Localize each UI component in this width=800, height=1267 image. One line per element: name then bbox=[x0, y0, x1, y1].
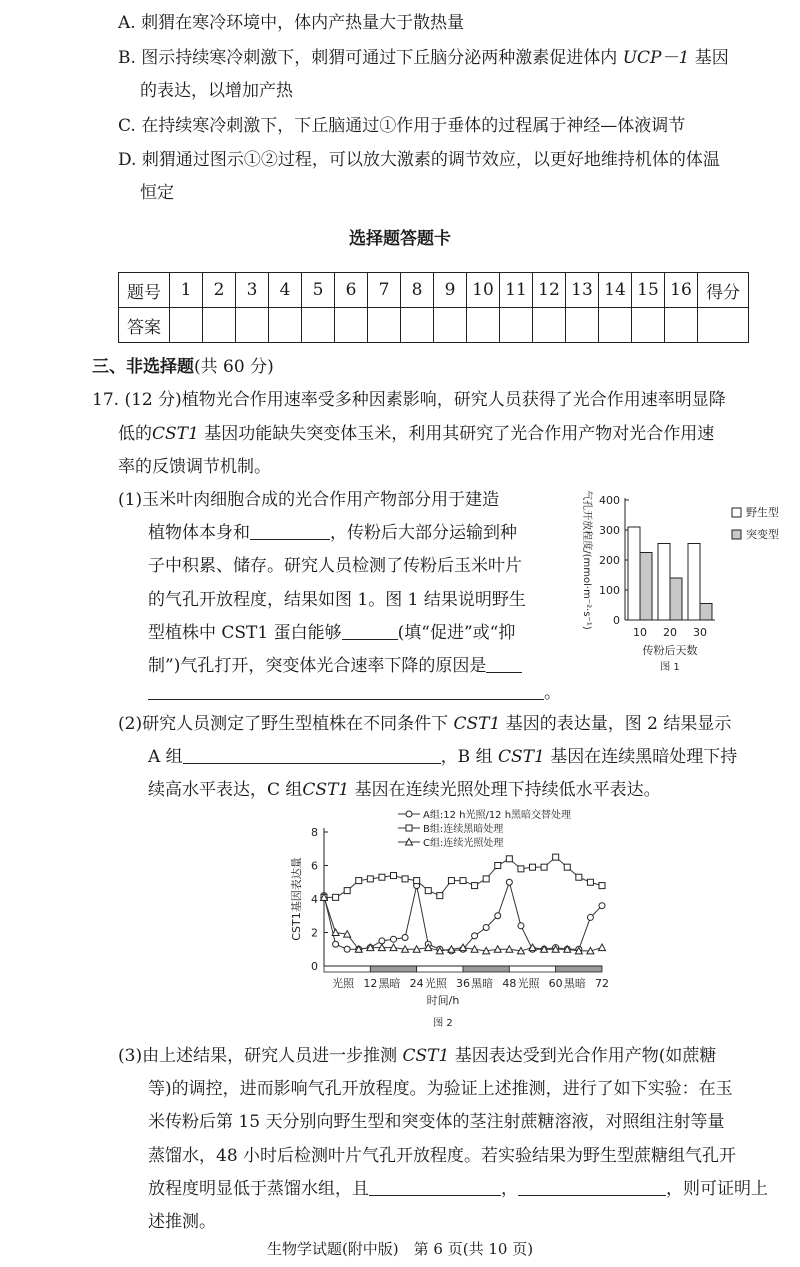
p3-line5 bbox=[148, 1178, 768, 1200]
p1-line6 bbox=[148, 655, 522, 677]
card-answer-cell[interactable] bbox=[665, 308, 698, 343]
data-point-circle bbox=[391, 936, 397, 942]
bar-mutant bbox=[670, 578, 682, 620]
p1-l5a: 型植株中 CST1 蛋白能够 bbox=[148, 623, 342, 643]
card-answer-cell[interactable] bbox=[302, 308, 335, 343]
period-label: 黑暗 bbox=[378, 977, 401, 990]
p2-l3a: 续高水平表达，C 组 bbox=[148, 780, 303, 800]
data-point-square bbox=[414, 878, 420, 884]
p2-l2b: ，B 组 bbox=[440, 747, 493, 767]
data-point-square bbox=[587, 879, 593, 885]
card-number-cell: 11 bbox=[500, 273, 533, 308]
y-tick-label: 6 bbox=[311, 859, 318, 873]
data-point-square bbox=[576, 874, 582, 880]
option-d-line2: 恒定 bbox=[140, 183, 174, 203]
data-point-square bbox=[379, 874, 385, 880]
p1-line3: 子中积累、储存。研究人员检测了传粉后玉米叶片 bbox=[148, 556, 522, 576]
x-tick-label: 24 bbox=[409, 977, 424, 990]
period-bar bbox=[370, 966, 416, 972]
answer-card-score-label: 得分 bbox=[698, 273, 749, 308]
period-label: 光照 bbox=[517, 977, 540, 990]
p3-l5b: ， bbox=[501, 1179, 518, 1199]
card-answer-cell[interactable] bbox=[335, 308, 368, 343]
period-bar bbox=[556, 966, 602, 972]
card-answer-cell[interactable] bbox=[434, 308, 467, 343]
q17-line3: 率的反馈调节机制。 bbox=[118, 457, 271, 477]
answer-card-number-row bbox=[119, 273, 749, 308]
card-number-cell: 9 bbox=[434, 273, 467, 308]
p3-l5a: 放程度明显低于蒸馏水组，且 bbox=[148, 1179, 369, 1199]
data-point-square bbox=[460, 878, 466, 884]
data-point-square bbox=[356, 878, 362, 884]
answer-card-table bbox=[118, 272, 749, 343]
data-point-square bbox=[495, 863, 501, 869]
data-point-square bbox=[564, 864, 570, 870]
card-number-cell: 6 bbox=[335, 273, 368, 308]
p1-end: 。 bbox=[544, 683, 561, 703]
p2-l1a: (2)研究人员测定了野生型植株在不同条件下 bbox=[118, 714, 449, 734]
x-tick-label: 12 bbox=[363, 977, 378, 990]
data-point-circle bbox=[483, 924, 489, 930]
p1-line5 bbox=[148, 622, 515, 644]
card-number-cell: 12 bbox=[533, 273, 566, 308]
p2-l3b: 基因在连续光照处理下持续低水平表达。 bbox=[354, 780, 661, 800]
p3-line4: 蒸馏水，48 小时后检测叶片气孔开放程度。若实验结果为野生型蔗糖组气孔开 bbox=[148, 1146, 737, 1166]
answer-blank-3b[interactable] bbox=[148, 683, 544, 700]
p2-line2 bbox=[148, 746, 737, 768]
data-point-square bbox=[541, 864, 547, 870]
legend-swatch bbox=[732, 530, 741, 539]
figure-2-chart bbox=[288, 806, 618, 1032]
data-point-square bbox=[483, 876, 489, 882]
p2-l1b: 基因的表达量，图 2 结果显示 bbox=[505, 714, 732, 734]
x-tick-label: 30 bbox=[693, 626, 707, 639]
card-answer-cell[interactable] bbox=[500, 308, 533, 343]
x-axis-label: 时间/h bbox=[426, 994, 460, 1007]
p1-l2b: ，传粉后大部分运输到种 bbox=[330, 523, 517, 543]
series-line-triangle bbox=[324, 897, 602, 951]
y-tick-label: 200 bbox=[599, 554, 620, 567]
card-answer-cell[interactable] bbox=[632, 308, 665, 343]
data-point-square bbox=[391, 873, 397, 879]
data-point-circle bbox=[587, 914, 593, 920]
p3-line6: 述推测。 bbox=[148, 1212, 216, 1232]
section3-title: 三、非选择题 bbox=[92, 357, 194, 377]
p2-l2c: 基因在连续黑暗处理下持 bbox=[550, 747, 738, 767]
card-answer-cell[interactable] bbox=[269, 308, 302, 343]
answer-blank-2[interactable] bbox=[342, 623, 398, 640]
bar-wild-type bbox=[658, 544, 670, 621]
data-point-circle bbox=[472, 933, 478, 939]
card-number-cell: 4 bbox=[269, 273, 302, 308]
period-label: 光照 bbox=[332, 977, 355, 990]
data-point-circle bbox=[379, 938, 385, 944]
period-label: 光照 bbox=[424, 977, 447, 990]
cst1-gene: CST1 bbox=[402, 1046, 450, 1066]
option-b-text: B. 图示持续寒冷刺激下，刺猬可通过下丘脑分泌两种激素促进体内 bbox=[118, 48, 618, 68]
card-answer-cell[interactable] bbox=[401, 308, 434, 343]
data-point-square bbox=[448, 878, 454, 884]
legend-label: 野生型 bbox=[746, 506, 779, 519]
series-line-circle bbox=[324, 882, 602, 951]
cst1-gene: CST1 bbox=[152, 424, 199, 444]
option-b-end: 基因 bbox=[694, 48, 729, 68]
card-number-cell: 2 bbox=[203, 273, 236, 308]
p3-line2: 等)的调控，进而影响气孔开放程度。为验证上述推测，进行了如下实验：在玉 bbox=[148, 1079, 733, 1099]
card-number-cell: 8 bbox=[401, 273, 434, 308]
card-score-cell[interactable] bbox=[698, 308, 749, 343]
y-axis-label: 气孔开放程度/(mmol·m⁻²·s⁻¹) bbox=[581, 490, 592, 630]
data-point-square bbox=[367, 876, 373, 882]
data-point-square bbox=[425, 888, 431, 894]
card-number-cell: 10 bbox=[467, 273, 500, 308]
data-point-circle bbox=[495, 913, 501, 919]
card-number-cell: 14 bbox=[599, 273, 632, 308]
data-point-square bbox=[530, 864, 536, 870]
card-answer-cell[interactable] bbox=[533, 308, 566, 343]
card-number-cell: 7 bbox=[368, 273, 401, 308]
data-point-square bbox=[553, 854, 559, 860]
section3-points: (共 60 分) bbox=[194, 357, 274, 377]
data-point-triangle bbox=[599, 944, 606, 951]
bar-wild-type bbox=[688, 544, 700, 621]
y-tick-label: 0 bbox=[613, 614, 620, 627]
y-tick-label: 8 bbox=[311, 826, 318, 839]
y-axis-label: CST1基因表达量 bbox=[290, 857, 303, 941]
card-number-cell: 3 bbox=[236, 273, 269, 308]
card-number-cell: 5 bbox=[302, 273, 335, 308]
q17-line2-pre: 低的 bbox=[118, 424, 152, 444]
cst1-gene: CST1 bbox=[453, 714, 501, 734]
data-point-square bbox=[344, 888, 350, 894]
data-point-circle bbox=[344, 946, 350, 952]
data-point-square bbox=[518, 866, 524, 872]
p1-line4: 的气孔开放程度，结果如图 1。图 1 结果说明野生 bbox=[148, 590, 526, 610]
q17-line2-post: 基因功能缺失突变体玉米，利用其研究了光合作用产物对光合作用速 bbox=[204, 424, 715, 444]
card-answer-cell[interactable] bbox=[170, 308, 203, 343]
x-tick-label: 60 bbox=[548, 977, 563, 990]
answer-card-answer-row bbox=[119, 308, 749, 343]
option-b-line1 bbox=[118, 47, 729, 69]
figure-caption: 图 2 bbox=[433, 1018, 453, 1029]
x-tick-label: 20 bbox=[663, 626, 677, 639]
legend-label: 突变型 bbox=[746, 528, 779, 541]
section3-heading bbox=[92, 356, 274, 378]
p3-l5c: ，则可证明上 bbox=[666, 1179, 768, 1199]
x-tick-label: 10 bbox=[633, 626, 647, 639]
p1-l6: 制”)气孔打开，突变体光合速率下降的原因是 bbox=[148, 656, 487, 676]
data-point-square bbox=[402, 876, 408, 882]
card-answer-cell[interactable] bbox=[203, 308, 236, 343]
legend-marker bbox=[406, 811, 412, 817]
period-label: 黑暗 bbox=[563, 977, 586, 990]
y-tick-label: 300 bbox=[599, 524, 620, 537]
p2-line1 bbox=[118, 713, 731, 735]
legend-label: C组:连续光照处理 bbox=[423, 838, 504, 849]
answer-blank-6[interactable] bbox=[518, 1179, 666, 1196]
legend-label: B组:连续黑暗处理 bbox=[423, 824, 504, 835]
data-point-square bbox=[472, 883, 478, 889]
p1-line1: (1)玉米叶肉细胞合成的光合作用产物部分用于建造 bbox=[118, 490, 500, 510]
data-point-circle bbox=[333, 941, 339, 947]
card-answer-cell[interactable] bbox=[467, 308, 500, 343]
data-point-circle bbox=[518, 923, 524, 929]
period-bar bbox=[509, 966, 555, 972]
option-b-line2: 的表达，以增加产热 bbox=[140, 81, 293, 101]
card-answer-cell[interactable] bbox=[368, 308, 401, 343]
answer-card-row2-label: 答案 bbox=[119, 308, 170, 343]
period-bar bbox=[324, 966, 370, 972]
period-label: 黑暗 bbox=[471, 977, 494, 990]
card-number-cell: 15 bbox=[632, 273, 665, 308]
period-bar bbox=[417, 966, 463, 972]
p3-l1b: 基因表达受到光合作用产物(如蔗糖 bbox=[454, 1046, 717, 1066]
answer-blank-3a[interactable] bbox=[486, 656, 522, 673]
p1-line7 bbox=[148, 682, 561, 704]
x-tick-label: 36 bbox=[456, 977, 470, 990]
data-point-square bbox=[437, 893, 443, 899]
x-axis-label: 传粉后天数 bbox=[642, 644, 698, 657]
option-a: A. 刺猬在寒冷环境中，体内产热量大于散热量 bbox=[118, 13, 465, 33]
answer-card-title: 选择题答题卡 bbox=[349, 229, 451, 249]
legend-marker bbox=[406, 825, 412, 831]
y-tick-label: 2 bbox=[311, 926, 318, 940]
bar-mutant bbox=[700, 604, 712, 621]
y-tick-label: 0 bbox=[311, 960, 318, 973]
figure-1-chart bbox=[570, 488, 792, 680]
y-tick-label: 100 bbox=[599, 584, 620, 597]
x-tick-label: 72 bbox=[595, 977, 609, 990]
x-tick-label: 48 bbox=[502, 977, 517, 990]
card-answer-cell[interactable] bbox=[566, 308, 599, 343]
p3-l1a: (3)由上述结果，研究人员进一步推测 bbox=[118, 1046, 398, 1066]
data-point-circle bbox=[599, 903, 605, 909]
p1-line2 bbox=[148, 522, 517, 544]
bar-wild-type bbox=[628, 527, 640, 620]
cst1-gene: CST1 bbox=[302, 780, 350, 800]
card-answer-cell[interactable] bbox=[599, 308, 632, 343]
data-point-circle bbox=[506, 879, 512, 885]
figure-caption: 图 1 bbox=[660, 662, 680, 673]
p2-l2a: A 组 bbox=[148, 747, 183, 767]
answer-card-row1-label: 题号 bbox=[119, 273, 170, 308]
q17-line2 bbox=[118, 423, 714, 445]
p3-line1 bbox=[118, 1045, 716, 1067]
answer-blank-1[interactable] bbox=[250, 523, 330, 540]
q17-line1: 17. (12 分)植物光合作用速率受多种因素影响，研究人员获得了光合作用速率明显降 bbox=[92, 390, 726, 410]
ucp-gene: UCP－1 bbox=[622, 48, 690, 68]
answer-blank-4[interactable] bbox=[183, 747, 441, 764]
legend-label: A组:12 h光照/12 h黑暗交替处理 bbox=[423, 810, 572, 821]
y-tick-label: 4 bbox=[311, 893, 318, 906]
option-d-line1: D. 刺猬通过图示①②过程，可以放大激素的调节效应，以更好地维持机体的体温 bbox=[118, 150, 720, 170]
card-number-cell: 1 bbox=[170, 273, 203, 308]
card-answer-cell[interactable] bbox=[236, 308, 269, 343]
card-number-cell: 13 bbox=[566, 273, 599, 308]
data-point-square bbox=[333, 894, 339, 900]
card-number-cell: 16 bbox=[665, 273, 698, 308]
period-bar bbox=[463, 966, 509, 972]
data-point-square bbox=[599, 883, 605, 889]
cst1-gene: CST1 bbox=[498, 747, 545, 767]
legend-swatch bbox=[732, 508, 741, 517]
data-point-square bbox=[506, 856, 512, 862]
p2-line3 bbox=[148, 779, 661, 801]
p3-line3: 米传粉后第 15 天分别向野生型和突变体的茎注射蔗糖溶液，对照组注射等量 bbox=[148, 1112, 725, 1132]
p1-l2a: 植物体本身和 bbox=[148, 523, 250, 543]
y-tick-label: 400 bbox=[599, 494, 620, 507]
option-c: C. 在持续寒冷刺激下，下丘脑通过①作用于垂体的过程属于神经—体液调节 bbox=[118, 116, 686, 136]
bar-mutant bbox=[640, 553, 652, 621]
data-point-circle bbox=[402, 935, 408, 941]
p1-l5b: (填“促进”或“抑 bbox=[397, 623, 516, 643]
page-footer: 生物学试题(附中版) 第 6 页(共 10 页) bbox=[266, 1240, 534, 1258]
answer-blank-5[interactable] bbox=[369, 1179, 501, 1196]
